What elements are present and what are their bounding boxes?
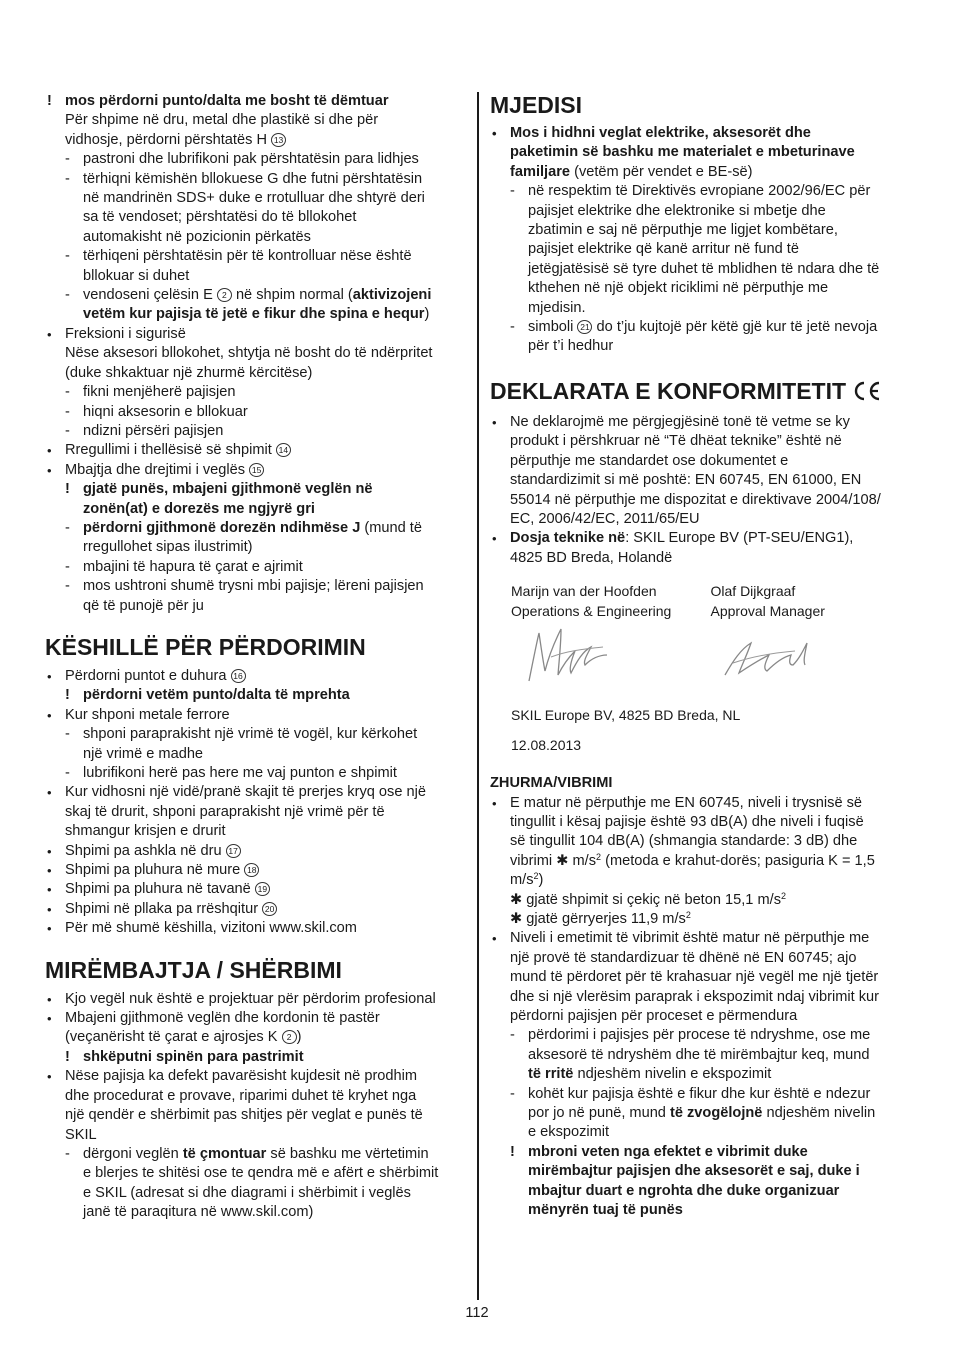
bullet-item: • Rregullimi i thellësisë së shpimit 14 (45, 441, 466, 460)
callout-number: 2 (282, 1030, 297, 1044)
bullet-item: • Mbajtja dhe drejtimi i veglës 15 (45, 461, 466, 480)
warning-line: ! mbroni veten nga efektet e vibrimit duke (510, 1143, 808, 1160)
warning-line: ! gjatë punës, mbajeni gjithmonë veglën në (65, 481, 373, 498)
section-heading-noise: ZHURMA/VIBRIMI (490, 775, 613, 792)
dash-item: - pastroni dhe lubrifikoni pak përshtatësin para lidhjes (65, 151, 419, 168)
dash-item: - hiqni aksesorin e bllokuar (65, 403, 248, 420)
dash-item: - kohët kur pajisja është e fikur dhe kur është e ndezur (510, 1085, 871, 1102)
company-address: SKIL Europe BV, 4825 BD Breda, NL (511, 707, 741, 724)
warning-line: ! shkëputni spinën para pastrimit (65, 1048, 304, 1065)
bullet-item: • Mbajeni gjithmonë veglën dhe kordonin të pastër (47, 1010, 380, 1027)
dash-item: - mos ushtroni shumë trysni mbi pajisje; lëreni pajisjen (65, 578, 424, 595)
signature-block (490, 581, 910, 755)
bullet-item: • Kur vidhosni një vidë/pranë skajit të prerjes kryq ose një (47, 784, 426, 801)
ce-mark-icon (852, 380, 882, 407)
dash-item: - vendoseni çelësin E 2 në shpim normal (aktivizojeni (65, 287, 432, 304)
bullet-item: • Niveli i emetimit të vibrimit është matur në përputhje me (492, 930, 870, 947)
callout-number: 21 (577, 320, 592, 334)
bullet-item: • Shpimi pa pluhura në mure 18 (45, 861, 466, 880)
callout-number: 14 (276, 443, 291, 457)
section-heading-environment: MJEDISI (490, 92, 583, 118)
bullet-item: • Shpimi pa ashkla në dru 17 (45, 842, 466, 861)
dash-item: - dërgoni veglën të çmontuar së bashku me vërtetimin (65, 1145, 429, 1162)
warning-line: ! mos përdorni punto/dalta me bosht të dëmtuar (47, 93, 389, 109)
signatory-name: Marijn van der Hoofden (511, 583, 657, 600)
callout-number: 18 (244, 863, 259, 877)
bullet-item: • Ne deklarojmë me përgjegjësinë tonë të vetme se ky (492, 413, 850, 430)
bullet-item: • Dosja teknike në: SKIL Europe BV (PT-SEU/ENG1), (492, 530, 854, 547)
dash-item: - shponi paraprakisht një vrimë të vogël, kur kërkohet (65, 726, 418, 743)
signatory-role: Approval Manager (710, 603, 825, 620)
signature-image (711, 621, 911, 701)
right-column: MJEDISI • Mos i hidhni veglat elektrike, aksesorët dhe paketimin së bashku me materialet e mbeturinave familjare (vetëm për vendet e BE-së) - në respektim të Direktivës evropiane 2002/96/EC për pajisjet elektrike dhe elektronike si mbetje dhe zbatimin e saj në përputhje me ligjet kombëtare, pajisjet elektrike që kanë arritur në fund të jetëgjatësisë së tyre duhet të mblidhen të ndara dhe të kthehen në një objekt riciklimi në përputhje me mjedisin. - simboli 21 do t’ju kujtojë për këtë gjë kur të jetë nevoja për t’i hedhur DEKLARATA E KONFORMITETIT • Ne deklarojmë me përgjegjësinë tonë të vetme se ky produkt i përshkruar në “Të dhëat teknike” është në përputhje me standardet ose dokumentet e standardizimit si më poshtë: EN 60745, EN 61000, EN 55014 në përputhje me dispozitat e direktivave 2004/108/ EC, 2006/42/EC, 2011/65/EU • Dosja teknike në: SKIL Europe BV (PT-SEU/ENG1), 4825 BD Breda, Holandë Marijn van der Hoofden Operations & Engineering Olaf Dijkgraaf Approval Manager SKIL Europe BV, 4825 BD Breda, NL 12.08.2013 ZHURMA/VIBRIMI • E matur në përputhje me EN 60745, niveli i trysnisë së tingullit i kësaj pajisje është 93 dB(A) dhe niveli i fuqisë së tingullit 104 dB(A) (shmangia standarde: 3 dB) dhe vibrimi ✱ $m/s^2$ (metoda e krahut-dorës; pasiguria K = 1,5 $m/s^2$) ✱ gjatë shpimit si çekiç në beton 15,1 $m/s^2$ ✱ gjatë gërryerjes 11,9 $m/s^2$ • Niveli i emetimit të vibrimit është matur në përputhje me një provë të standardizuar të dhënë në EN 60745; ajo mund të përdoret për të krahasuar një vegël me një tjetër dhe si një vlerësim paraprak i ekspozimit ndaj vibrimit kur përdorni pajisjen për proceset e përmendura - përdorimi i pajisjes për procese të ndryshme, ose me aksesorë të ndryshëm dhe të mirëmbajtur keq, mund të rritë ndjeshëm nivelin e ekspozimit - kohët kur pajisja është e fikur dhe kur është e ndezur por jo në punë, mund të zvogëlojnë ndjeshëm nivelin e ekspozimit ! mbroni veten nga efektet e vibrimit duke mirëmbajtur pajisjen dhe aksesorët e saj, duke i mbajtur duart e ngrohta dhe duke organizuar mënyrën tuaj të punës (490, 92, 910, 1220)
dash-item: - përdorimi i pajisjes për procese të ndryshme, ose me (510, 1027, 871, 1044)
callout-number: 13 (271, 133, 286, 147)
dash-item: - përdorni gjithmonë dorezën ndihmëse J (mund të (65, 519, 422, 536)
dash-item: - në respektim të Direktivës evropiane 2002/96/EC për (510, 183, 871, 200)
bullet-item: • Kjo vegël nuk është e projektuar për përdorim profesional (47, 990, 436, 1007)
dash-item: - ndizni përsëri pajisjen (65, 422, 224, 439)
dash-item: - tërhiqni këmishën bllokuese G dhe futni përshtatësin (65, 170, 423, 187)
callout-number: 17 (226, 844, 241, 858)
callout-number: 20 (262, 902, 277, 916)
callout-number: 2 (217, 288, 232, 302)
column-divider (477, 92, 479, 1300)
declaration-date: 12.08.2013 (511, 737, 582, 754)
signature-image (511, 621, 711, 701)
bullet-item: • Freksioni i sigurisë (47, 325, 186, 342)
bullet-item: • Shpimi në pllaka pa rrëshqitur 20 (45, 900, 466, 919)
callout-number: 19 (255, 882, 270, 896)
section-heading-maintenance: MIRËMBAJTJA / SHËRBIMI (45, 956, 342, 983)
signatory-name: Olaf Dijkgraaf (710, 583, 796, 600)
page-number: 112 (465, 1305, 489, 1321)
warning-line: ! përdorni vetëm punto/dalta të mprehta (65, 687, 350, 704)
bullet-item: • Kur shponi metale ferrore (47, 706, 230, 723)
left-column: ! mos përdorni punto/dalta me bosht të dëmtuar Për shpime në dru, metal dhe plastikë si dhe për vidhosje, përdorni përshtatës H 13 - pastroni dhe lubrifikoni pak përshtatësin para lidhjes - tërhiqni këmishën bllokuese G dhe futni përshtatësin në mandrinën SDS+ duke e rrotulluar dhe shtyrë deri sa të vendoset; përshtatësi do të bllokohet automakisht në pozicionin përkatës - tërhiqeni përshtatësin për të kontrolluar nëse është bllokuar si duhet - vendoseni çelësin E 2 në shpim normal (aktivizojeni vetëm kur pajisja të jetë e fikur dhe spina e hequr) • Freksioni i sigurisë Nëse aksesori bllokohet, shtytja në bosht do të ndërpritet (duke shkaktuar një zhurmë kërcitëse) - fikni menjëherë pajisjen - hiqni aksesorin e bllokuar - ndizni përsëri pajisjen • Rregullimi i thellësisë së shpimit 14 • Mbajtja dhe drejtimi i veglës 15 ! gjatë punës, mbajeni gjithmonë veglën në zonën(at) e dorezës me ngjyrë gri - përdorni gjithmonë dorezën ndihmëse J (mund të rregullohet sipas ilustrimit) - mbajini të hapura të çarat e ajrimit - mos ushtroni shumë trysni mbi pajisje; lëreni pajisjen që të punojë për ju KËSHILLË PËR PËRDORIMIN • Përdorni puntot e duhura 16 ! përdorni vetëm punto/dalta të mprehta • Kur shponi metale ferrore - shponi paraprakisht një vrimë të vogël, kur kërkohet një vrimë e madhe - lubrifikoni herë pas here me vaj punton e shpimit • Kur vidhosni një vidë/pranë skajit të prerjes kryq ose një skaj të drurit, shponi paraprakisht një vrimë për të shmangur krisjen e drurit • Shpimi pa ashkla në dru 17 • Shpimi pa pluhura në mure 18 • Shpimi pa pluhura në tavanë 19 • Shpimi në pllaka pa rrëshqitur 20 • Për më shumë këshilla, vizitoni www.skil.com MIRËMBAJTJA / SHËRBIMI • Kjo vegël nuk është e projektuar për përdorim profesional • Mbajeni gjithmonë veglën dhe kordonin të pastër (veçanërisht të çarat e ajrosjes K 2 ) ! shkëputni spinën para pastrimit • Nëse pajisja ka defekt pavarësisht kujdesit në prodhim dhe procedurat e provave, riparimi duhet të kryhet nga një qendër e shërbimit pas shitjes për veglat e punës të SKIL - dërgoni veglën të çmontuar së bashku me vërtetimin e blerjes te shitësi ose te qendra më e afërt e shërbimit e SKIL (adresat si dhe diagrami i shërbimit i veglës janë të paraqitura në www.skil.com) (45, 92, 466, 1223)
section-heading-tips: KËSHILLË PËR PËRDORIMIN (45, 633, 366, 660)
dash-item: - mbajini të hapura të çarat e ajrimit (65, 558, 303, 575)
bullet-item: • Nëse pajisja ka defekt pavarësisht kujdesit në prodhim (47, 1068, 418, 1085)
dash-item: - tërhiqeni përshtatësin për të kontrolluar nëse është (65, 248, 412, 265)
bullet-item: • E matur në përputhje me EN 60745, niveli i trysnisë së (492, 794, 863, 811)
bullet-item: • Për më shumë këshilla, vizitoni www.skil.com (47, 920, 357, 937)
dash-item: - fikni menjëherë pajisjen (65, 384, 236, 401)
bullet-item: • Përdorni puntot e duhura 16 (45, 667, 466, 686)
dash-item: - lubrifikoni herë pas here me vaj punton e shpimit (65, 765, 397, 781)
callout-number: 15 (249, 463, 264, 477)
signatory-role: Operations & Engineering (511, 603, 672, 620)
bullet-item: • Mos i hidhni veglat elektrike, aksesorët dhe (492, 125, 811, 141)
callout-number: 16 (231, 669, 246, 683)
dash-item: - simboli 21 do t’ju kujtojë për këtë gjë kur të jetë nevoja (510, 319, 878, 336)
bullet-item: • Shpimi pa pluhura në tavanë 19 (45, 880, 466, 899)
section-heading-declaration: DEKLARATA E KONFORMITETIT (490, 378, 910, 407)
